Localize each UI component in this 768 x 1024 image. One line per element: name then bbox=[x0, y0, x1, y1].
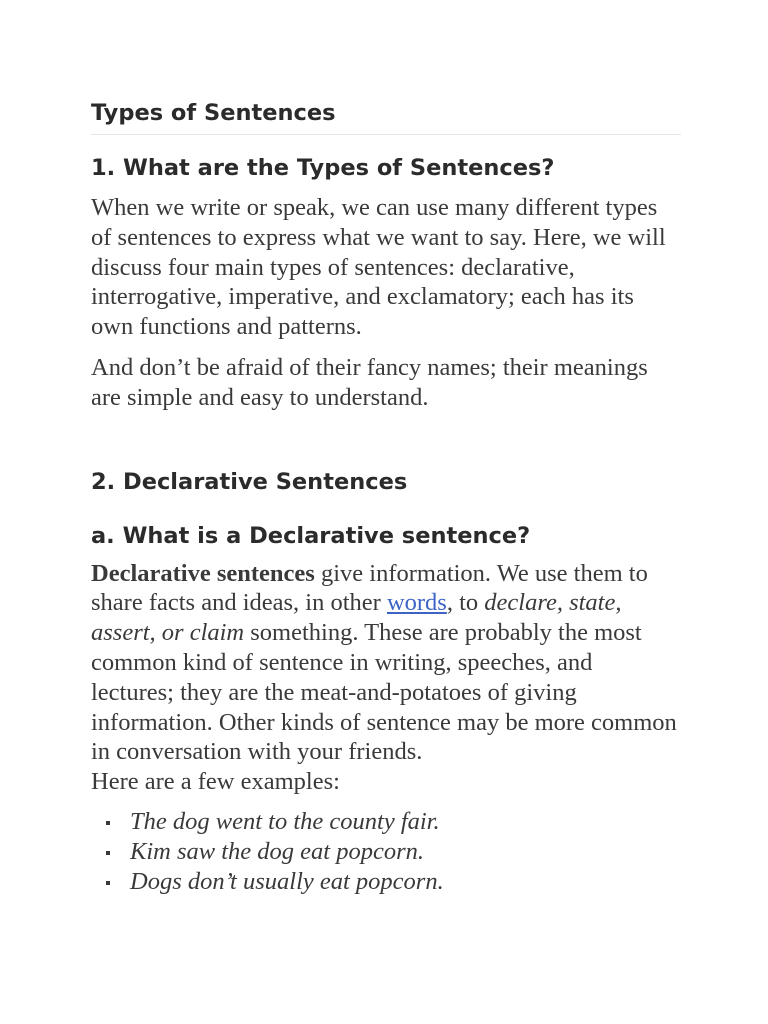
section-2a-subheading: a. What is a Declarative sentence? bbox=[91, 522, 531, 549]
list-item bbox=[91, 837, 681, 867]
declarative-text-2: , to bbox=[446, 589, 485, 617]
document-page bbox=[91, 96, 681, 897]
list-item bbox=[91, 807, 681, 837]
example-text: Kim saw the dog eat popcorn. bbox=[130, 837, 424, 865]
example-text: Dogs don’t usually eat popcorn. bbox=[130, 867, 444, 895]
declarative-emphasis: declare, state, assert, or claim bbox=[91, 589, 622, 647]
declarative-text-3: something. These are probably the most common kind of sentence in writing, speeches, and lectures; they are the meat-and-potatoes of giving information. Other kinds of sentence may be more common in conversation with your friends. bbox=[91, 619, 677, 766]
bullet-icon bbox=[106, 881, 110, 885]
section-2-heading: 2. Declarative Sentences bbox=[91, 468, 408, 495]
example-text: The dog went to the county fair. bbox=[130, 807, 440, 835]
declarative-paragraph bbox=[91, 559, 681, 768]
words-link[interactable]: words bbox=[386, 589, 447, 617]
declarative-term: Declarative sentences bbox=[91, 559, 315, 587]
section-1-paragraph-2: And don’t be afraid of their fancy names; their meanings are simple and easy to understand. bbox=[91, 353, 648, 411]
section-1-paragraph-1: When we write or speak, we can use many different types of sentences to express what we want to say. Here, we will discuss four main types of sentences: declarative, interrogative, imperative, and exclamatory; each has its own functions and patterns. bbox=[91, 194, 666, 341]
examples-list bbox=[91, 807, 681, 897]
declarative-text-1: give information. We use them to share facts and ideas, in other bbox=[91, 559, 648, 617]
section-1-heading: 1. What are the Types of Sentences? bbox=[91, 155, 555, 181]
examples-intro: Here are a few examples: bbox=[91, 768, 340, 796]
list-item bbox=[91, 867, 681, 897]
page-title: Types of Sentences bbox=[91, 96, 681, 135]
bullet-icon bbox=[106, 851, 110, 855]
bullet-icon bbox=[106, 821, 110, 825]
